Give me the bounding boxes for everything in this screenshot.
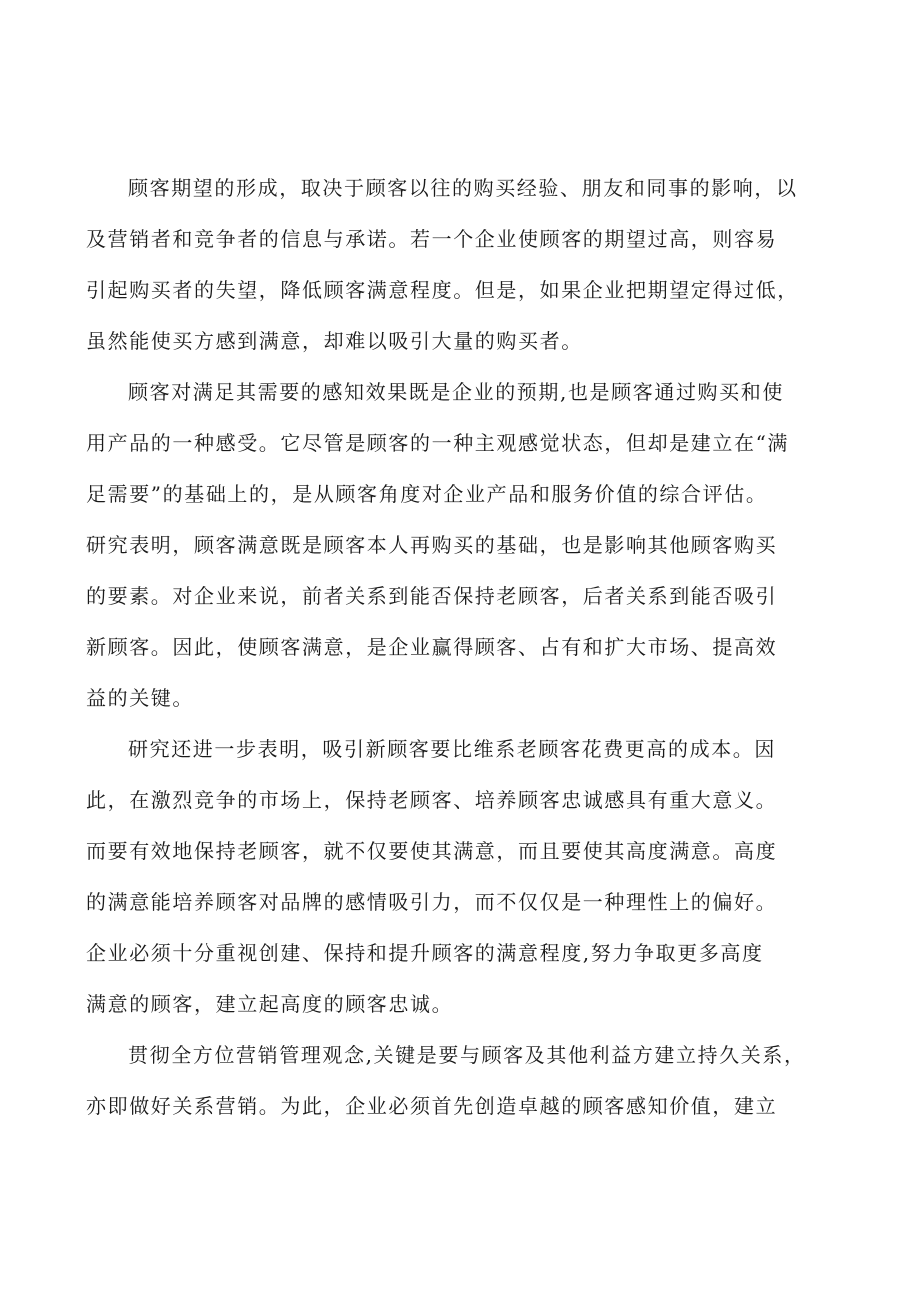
paragraph-4-line-2: 亦即做好关系营销。为此，企业必须首先创造卓越的顾客感知价值，建立 [86,1094,778,1118]
paragraph-2-line-2: 用产品的一种感受。它尽管是顾客的一种主观感觉状态，但却是建立在“满 [86,431,790,455]
paragraph-1-line-2: 及营销者和竞争者的信息与承诺。若一个企业使顾客的期望过高，则容易 [86,227,778,251]
paragraph-2-line-3: 足需要”的基础上的，是从顾客角度对企业产品和服务价值的综合评估。 [86,482,768,506]
paragraph-3-line-4: 的满意能培养顾客对品牌的感情吸引力，而不仅仅是一种理性上的偏好。 [86,890,778,914]
paragraph-1-line-4: 虽然能使买方感到满意，却难以吸引大量的购买者。 [86,329,583,353]
paragraph-3-line-1: 研究还进一步表明，吸引新顾客要比维系老顾客花费更高的成本。因 [128,737,776,761]
paragraph-2-line-5: 的要素。对企业来说，前者关系到能否保持老顾客，后者关系到能否吸引 [86,584,778,608]
paragraph-3-line-3: 而要有效地保持老顾客，就不仅要使其满意，而且要使其高度满意。高度 [86,839,778,863]
paragraph-3-line-6: 满意的顾客，建立起高度的顾客忠诚。 [86,992,454,1016]
paragraph-2-line-1: 顾客对满足其需要的感知效果既是企业的预期,也是顾客通过购买和使 [128,380,784,404]
paragraph-2-line-4: 研究表明，顾客满意既是顾客本人再购买的基础，也是影响其他顾客购买 [86,533,778,557]
paragraph-3-line-2: 此，在激烈竞争的市场上，保持老顾客、培养顾客忠诚感具有重大意义。 [86,788,778,812]
paragraph-2-line-7: 益的关键。 [86,686,194,710]
paragraph-1-line-1: 顾客期望的形成，取决于顾客以往的购买经验、朋友和同事的影响，以 [128,176,798,200]
paragraph-4-line-1: 贯彻全方位营销管理观念,关键是要与顾客及其他利益方建立持久关系， [128,1043,806,1067]
paragraph-1-line-3: 引起购买者的失望，降低顾客满意程度。但是，如果企业把期望定得过低， [86,278,799,302]
paragraph-3-line-5: 企业必须十分重视创建、保持和提升顾客的满意程度,努力争取更多高度 [86,941,764,965]
paragraph-2-line-6: 新顾客。因此，使顾客满意，是企业赢得顾客、占有和扩大市场、提高效 [86,635,778,659]
